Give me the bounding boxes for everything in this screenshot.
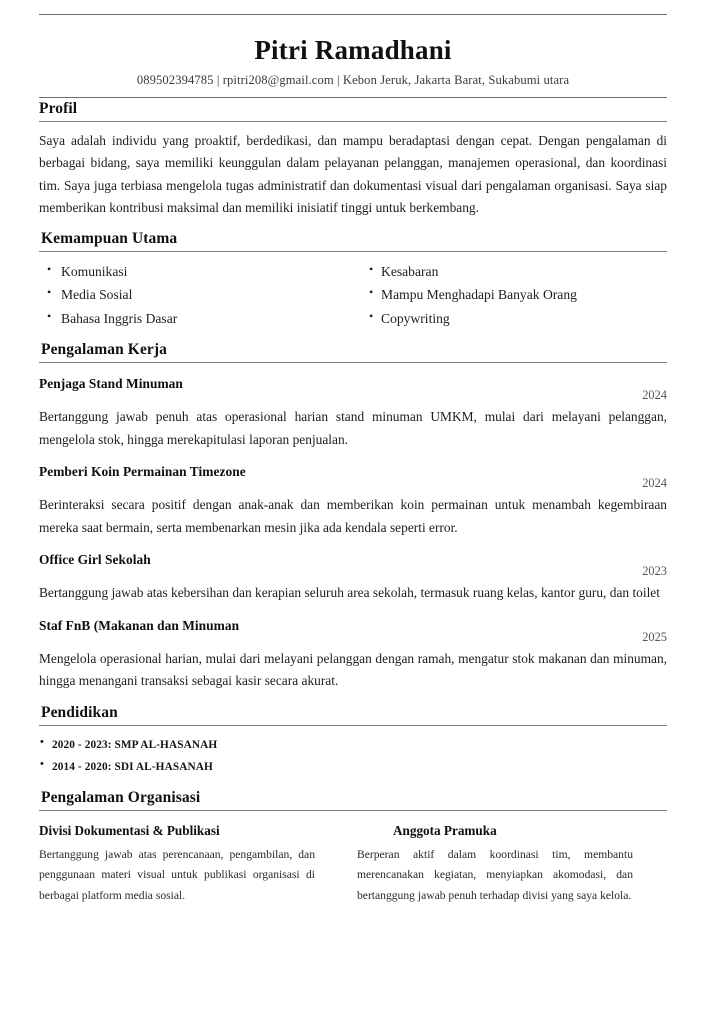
job-header [39, 464, 667, 491]
section-pengalaman-kerja [0, 339, 706, 363]
job-title: Staf FnB (Makanan dan Minuman [39, 617, 240, 633]
job-entry [39, 464, 667, 539]
section-divider-pengalaman-kerja [39, 362, 667, 363]
contact-line: 089502394785 | rpitri208@gmail.com | Kebon Jeruk, Jakarta Barat, Sukabumi utara [136, 73, 570, 88]
job-entry [39, 552, 667, 605]
job-year: 2023 [642, 564, 667, 579]
section-divider-pendidikan [39, 725, 667, 726]
job-header [39, 618, 667, 645]
list-item: • Mampu Menghadapi Banyak Orang [361, 283, 667, 306]
section-pengalaman-organisasi [0, 787, 706, 811]
organization-entry [39, 823, 315, 907]
job-description: Bertanggung jawab penuh atas operasional harian stand minuman UMKM, mulai dari melayani pelanggan, mengelola stok, hingga merekapitulasi laporan penjualan. [39, 409, 667, 447]
job-entry [39, 618, 667, 693]
education-list [39, 734, 667, 778]
skills-column-right [353, 260, 667, 330]
kemampuan-content [39, 260, 667, 330]
job-description: Berinteraksi secara positif dengan anak-anak dan memberikan koin permainan untuk menambah kegembiraan mereka saat bermain, serta membenarkan mesin jika ada kendala seperti error. [39, 497, 667, 535]
job-header [39, 376, 667, 403]
job-description: Bertanggung jawab atas kebersihan dan kerapian seluruh area sekolah, termasuk ruang kelas, kantor guru, dan toilet [39, 585, 660, 601]
skills-column-left [39, 260, 353, 330]
skills-columns [39, 260, 667, 330]
section-pendidikan [0, 702, 706, 726]
profil-content [39, 130, 667, 219]
list-item: • Komunikasi [39, 260, 353, 283]
list-item: • Copywriting [361, 307, 667, 330]
section-kemampuan [0, 228, 706, 252]
list-item: • 2014 - 2020: SDI AL-HASANAH [39, 756, 667, 778]
list-item: • Media Sosial [39, 283, 353, 306]
pengalaman-organisasi-content [39, 823, 667, 907]
job-title: Penjaga Stand Minuman [39, 376, 183, 392]
pengalaman-kerja-content [39, 376, 667, 693]
job-title: Pemberi Koin Permainan Timezone [39, 464, 246, 480]
organization-entry [357, 823, 633, 907]
skills-list-right [361, 260, 667, 330]
list-item: • Kesabaran [361, 260, 667, 283]
section-heading-pengalaman-kerja: Pengalaman Kerja [41, 341, 168, 359]
job-year: 2024 [642, 388, 667, 403]
organization-description: Bertanggung jawab atas perencanaan, pengambilan, dan penggunaan materi visual untuk publikasi organisasi di berbagai platform media sosial. [39, 847, 315, 903]
section-divider-kemampuan [39, 251, 667, 252]
pendidikan-content [39, 734, 667, 778]
resume-page [0, 14, 706, 1014]
page-title: Pitri Ramadhani [254, 35, 452, 65]
section-heading-profil: Profil [39, 100, 78, 118]
section-heading-pengalaman-organisasi: Pengalaman Organisasi [41, 788, 201, 806]
organization-columns [39, 823, 667, 907]
section-heading-kemampuan: Kemampuan Utama [41, 230, 178, 248]
organization-description: Berperan aktif dalam koordinasi tim, membantu merencanakan kegiatan, menyiapkan akomodasi, dan bertanggung jawab penuh terhadap divisi yang saya kelola. [357, 847, 633, 903]
section-divider-bottom [39, 121, 667, 122]
organization-title: Anggota Pramuka [393, 822, 497, 838]
job-description: Mengelola operasional harian, mulai dari melayani pelanggan dengan ramah, mengatur stok makanan dan minuman, hingga menangani transaksi sebagai kasir secara akurat. [39, 650, 667, 689]
section-heading-pendidikan: Pendidikan [41, 703, 118, 721]
job-title: Office Girl Sekolah [39, 552, 151, 568]
job-year: 2025 [642, 629, 667, 644]
section-divider-pengalaman-organisasi [39, 810, 667, 811]
job-year: 2024 [642, 476, 667, 491]
list-item: • 2020 - 2023: SMP AL-HASANAH [39, 734, 667, 756]
profil-paragraph: Saya adalah individu yang proaktif, berdedikasi, dan mampu beradaptasi dengan cepat. Dengan pengalaman di berbagai bidang, saya memiliki keunggulan dalam pelayanan pelanggan, manajemen operasional, dan koordinasi tim. Saya juga terbiasa mengelola tugas administratif dan dokumentasi visual dari pengalaman organisasi. Saya siap memberikan kontribusi maksimal dan memiliki inisiatif tinggi untuk berkembang. [39, 133, 667, 215]
skills-list-left [39, 260, 353, 330]
section-profil [0, 97, 706, 122]
organization-title: Divisi Dokumentasi & Publikasi [39, 822, 220, 838]
top-divider [39, 14, 667, 15]
job-header [39, 552, 667, 579]
job-entry [39, 376, 667, 451]
list-item: • Bahasa Inggris Dasar [39, 307, 353, 330]
